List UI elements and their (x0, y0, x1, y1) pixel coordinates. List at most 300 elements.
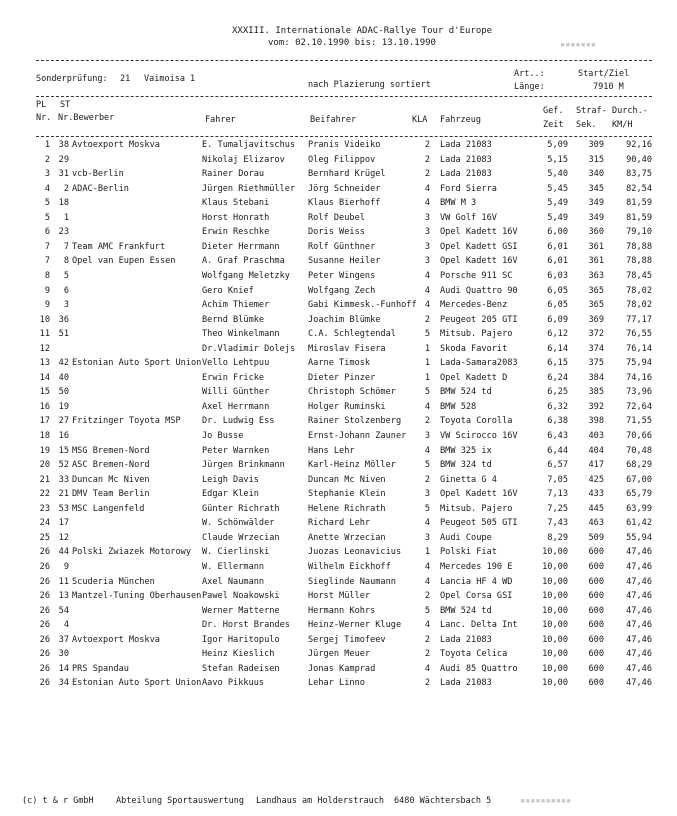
rank-cell: 26 (39, 634, 50, 645)
driver-cell: Bernd Blümke (202, 314, 265, 325)
driver-cell: Heinz Kieslich (202, 649, 275, 660)
penalty-cell: 372 (588, 329, 604, 340)
speed-cell: 77,17 (626, 314, 652, 325)
footer-address: Landhaus am Holderstrauch (256, 796, 384, 806)
codriver-cell: Anette Wrzecian (308, 532, 386, 543)
codriver-cell: Aarne Timosk (308, 358, 371, 369)
penalty-cell: 349 (588, 198, 604, 209)
driver-cell: Rainer Dorau (202, 169, 265, 180)
rank-cell: 26 (39, 547, 50, 558)
driver-cell: W. Cierlinski (202, 547, 270, 558)
time-cell: 10,00 (542, 547, 568, 558)
speed-cell: 81,59 (626, 198, 652, 209)
class-cell: 3 (424, 532, 430, 543)
col-nr: Nr. (36, 113, 52, 123)
driver-cell: A. Graf Praschma (202, 256, 285, 267)
start-number-cell: 17 (58, 518, 69, 529)
time-cell: 6,25 (547, 387, 568, 398)
class-cell: 3 (424, 241, 430, 252)
rank-cell: 26 (39, 678, 50, 689)
speed-cell: 70,48 (626, 445, 652, 456)
driver-cell: Horst Honrath (202, 212, 270, 223)
speed-cell: 78,02 (626, 285, 652, 296)
vehicle-cell: Toyota Celica (440, 649, 508, 660)
start-number-cell: 3 (63, 300, 69, 311)
penalty-cell: 365 (588, 285, 604, 296)
bleed-through-text: ▪▪▪▪▪▪▪ (560, 40, 596, 50)
table-row (0, 517, 677, 530)
class-cell: 3 (424, 489, 430, 500)
vehicle-cell: Lada 21083 (440, 154, 492, 165)
rank-cell: 26 (39, 605, 50, 616)
col-fahrer: Fahrer (205, 115, 236, 125)
codriver-cell: Karl-Heinz Möller (308, 460, 396, 471)
art-label: Art..: (514, 69, 545, 79)
table-row (0, 197, 677, 210)
rank-cell: 23 (39, 503, 50, 514)
start-number-cell: 34 (58, 678, 69, 689)
start-number-cell: 15 (58, 445, 69, 456)
rank-cell: 8 (44, 271, 50, 281)
start-number-cell: 36 (58, 314, 69, 325)
rally-title: XXXIII. Internationale ADAC-Rallye Tour d'Europe (232, 26, 493, 36)
entrant-cell: Estonian Auto Sport Union (72, 358, 202, 369)
rank-cell: 24 (39, 518, 50, 529)
start-number-cell: 37 (58, 634, 69, 645)
rank-cell: 15 (39, 387, 50, 398)
codriver-cell: Jonas Kamprad (308, 663, 376, 674)
time-cell: 6,05 (547, 300, 568, 311)
time-cell: 5,45 (547, 183, 568, 194)
codriver-cell: Rolf Günthner (308, 241, 376, 252)
codriver-cell: Horst Müller (308, 591, 371, 601)
codriver-cell: Ernst-Johann Zauner (308, 431, 407, 441)
time-cell: 10,00 (542, 562, 568, 572)
class-cell: 4 (424, 198, 430, 209)
speed-cell: 81,59 (626, 212, 652, 223)
start-number-cell: 51 (58, 329, 69, 340)
start-number-cell: 8 (63, 256, 69, 267)
header-divider (36, 136, 652, 137)
class-cell: 2 (424, 591, 430, 601)
start-number-cell: 6 (63, 285, 69, 296)
driver-cell: E. Tumaljavitschus (202, 140, 296, 150)
vehicle-cell: Lada 21083 (440, 140, 492, 150)
start-number-cell: 40 (58, 372, 69, 383)
rank-cell: 21 (39, 474, 50, 485)
driver-cell: W. Ellermann (202, 562, 265, 572)
class-cell: 4 (424, 300, 430, 311)
table-row (0, 459, 677, 472)
driver-cell: Pawel Noakowski (202, 591, 280, 601)
rank-cell: 9 (44, 300, 50, 311)
start-number-cell: 1 (63, 212, 69, 223)
driver-cell: Vello Lehtpuu (202, 358, 270, 369)
penalty-cell: 403 (588, 431, 604, 441)
codriver-cell: Helene Richrath (308, 503, 386, 514)
penalty-cell: 425 (588, 474, 604, 485)
start-number-cell: 2 (63, 183, 69, 194)
table-row (0, 590, 677, 603)
entrant-cell: Estonian Auto Sport Union (72, 678, 202, 689)
class-cell: 1 (424, 343, 430, 354)
time-cell: 6,43 (547, 431, 568, 441)
table-row (0, 546, 677, 559)
vehicle-cell: Audi 85 Quattro (440, 663, 518, 674)
codriver-cell: Richard Lehr (308, 518, 371, 529)
rank-cell: 4 (44, 183, 50, 194)
start-number-cell: 30 (58, 649, 69, 660)
col-durch: Durch.- (612, 106, 648, 116)
codriver-cell: Miroslav Fisera (308, 343, 386, 354)
entrant-cell: Team AMC Frankfurt (72, 241, 166, 252)
table-row (0, 605, 677, 618)
class-cell: 4 (424, 576, 430, 587)
start-number-cell: 18 (58, 198, 69, 209)
vehicle-cell: BMW 524 td (440, 387, 492, 398)
entrant-cell: Duncan Mc Niven (72, 474, 150, 485)
vehicle-cell: Polski Fiat (440, 547, 497, 558)
vehicle-cell: Opel Kadett 16V (440, 256, 518, 267)
rank-cell: 19 (39, 445, 50, 456)
speed-cell: 75,94 (626, 358, 652, 369)
class-cell: 2 (424, 649, 430, 660)
vehicle-cell: Peugeot 205 GTI (440, 314, 518, 325)
table-row (0, 474, 677, 487)
rank-cell: 2 (44, 154, 50, 165)
class-cell: 3 (424, 212, 430, 223)
time-cell: 6,32 (547, 401, 568, 412)
footer-department: Abteilung Sportauswertung (116, 796, 244, 806)
col-gef: Gef. (543, 106, 564, 116)
driver-cell: Klaus Stebani (202, 198, 270, 209)
rank-cell: 10 (39, 314, 50, 325)
entrant-cell: Polski Zwiazek Motorowy (72, 547, 191, 558)
penalty-cell: 600 (588, 634, 604, 645)
col-kmh: KM/H (612, 120, 633, 130)
speed-cell: 47,46 (626, 576, 652, 587)
time-cell: 6,12 (547, 329, 568, 340)
col-zeit: Zeit (543, 120, 564, 130)
table-row (0, 648, 677, 661)
driver-cell: Dieter Herrmann (202, 241, 280, 252)
start-number-cell: 5 (63, 271, 69, 281)
col-pl: PL (36, 100, 47, 110)
driver-cell: Dr. Horst Brandes (202, 620, 290, 631)
driver-cell: Erwin Reschke (202, 227, 270, 238)
rank-cell: 5 (44, 198, 50, 209)
laenge-label: Länge: (514, 82, 545, 92)
codriver-cell: Oleg Filippov (308, 154, 376, 165)
speed-cell: 47,46 (626, 547, 652, 558)
table-row (0, 677, 677, 690)
driver-cell: Theo Winkelmann (202, 329, 280, 340)
footer-bleed-through: ▪▪▪▪▪▪▪▪▪▪ (520, 796, 572, 806)
speed-cell: 47,46 (626, 605, 652, 616)
time-cell: 10,00 (542, 634, 568, 645)
vehicle-cell: Lancia HF 4 WD (440, 576, 513, 587)
table-row (0, 445, 677, 458)
rank-cell: 13 (39, 358, 50, 369)
speed-cell: 72,64 (626, 401, 652, 412)
time-cell: 10,00 (542, 620, 568, 631)
penalty-cell: 600 (588, 649, 604, 660)
entrant-cell: Fritzinger Toyota MSP (72, 416, 181, 427)
start-number-cell: 27 (58, 416, 69, 427)
class-cell: 1 (424, 358, 430, 369)
col-fahrzeug: Fahrzeug (440, 115, 481, 125)
table-row (0, 212, 677, 225)
codriver-cell: Jörg Schneider (308, 183, 381, 194)
codriver-cell: Susanne Heiler (308, 256, 381, 267)
driver-cell: Werner Matterne (202, 605, 280, 616)
penalty-cell: 384 (588, 372, 604, 383)
entrant-cell: MSC Langenfeld (72, 503, 145, 514)
start-number-cell: 53 (58, 503, 69, 514)
stage-name: Vaimoisa 1 (144, 74, 196, 84)
penalty-cell: 445 (588, 503, 604, 514)
penalty-cell: 600 (588, 620, 604, 631)
driver-cell: Nikolaj Elizarov (202, 154, 285, 165)
class-cell: 2 (424, 154, 430, 165)
codriver-cell: Hans Lehr (308, 445, 355, 456)
rank-cell: 1 (44, 140, 50, 150)
time-cell: 6,01 (547, 241, 568, 252)
driver-cell: Leigh Davis (202, 474, 259, 485)
stage-number: 21 (120, 74, 131, 84)
time-cell: 7,25 (547, 503, 568, 514)
entrant-cell: Avtoexport Moskva (72, 634, 160, 645)
class-cell: 4 (424, 562, 430, 572)
col-kla: KLA (412, 115, 428, 125)
vehicle-cell: Audi Coupe (440, 532, 492, 543)
speed-cell: 68,29 (626, 460, 652, 471)
time-cell: 10,00 (542, 605, 568, 616)
table-row (0, 328, 677, 341)
penalty-cell: 463 (588, 518, 604, 529)
codriver-cell: Duncan Mc Niven (308, 474, 386, 485)
laenge-value: 7910 M (593, 82, 624, 92)
start-number-cell: 14 (58, 663, 69, 674)
class-cell: 4 (424, 271, 430, 281)
speed-cell: 47,46 (626, 649, 652, 660)
penalty-cell: 392 (588, 401, 604, 412)
table-row (0, 255, 677, 268)
start-number-cell: 38 (58, 140, 69, 150)
vehicle-cell: Opel Corsa GSI (440, 591, 513, 601)
class-cell: 4 (424, 445, 430, 456)
time-cell: 5,40 (547, 169, 568, 180)
driver-cell: Axel Naumann (202, 576, 265, 587)
codriver-cell: Rolf Deubel (308, 212, 365, 223)
start-number-cell: 7 (63, 241, 69, 252)
penalty-cell: 600 (588, 591, 604, 601)
speed-cell: 70,66 (626, 431, 652, 441)
time-cell: 6,09 (547, 314, 568, 325)
codriver-cell: Wilhelm Eickhoff (308, 562, 391, 572)
codriver-cell: Dieter Pinzer (308, 372, 376, 383)
driver-cell: Edgar Klein (202, 489, 259, 500)
table-row (0, 226, 677, 239)
table-row (0, 561, 677, 574)
driver-cell: Claude Wrzecian (202, 532, 280, 543)
time-cell: 6,00 (547, 227, 568, 238)
vehicle-cell: Peugeot 505 GTI (440, 518, 518, 529)
rank-cell: 26 (39, 576, 50, 587)
table-row (0, 241, 677, 254)
vehicle-cell: Mitsub. Pajero (440, 503, 513, 514)
penalty-cell: 385 (588, 387, 604, 398)
time-cell: 7,13 (547, 489, 568, 500)
speed-cell: 67,00 (626, 474, 652, 485)
penalty-cell: 417 (588, 460, 604, 471)
speed-cell: 73,96 (626, 387, 652, 398)
vehicle-cell: Ginetta G 4 (440, 474, 497, 485)
time-cell: 7,05 (547, 474, 568, 485)
footer-copyright: (c) t & r GmbH (22, 796, 94, 806)
codriver-cell: Klaus Bierhoff (308, 198, 381, 209)
class-cell: 5 (424, 387, 430, 398)
codriver-cell: Juozas Leonavicius (308, 547, 402, 558)
codriver-cell: C.A. Schlegtendal (308, 329, 396, 340)
time-cell: 5,15 (547, 154, 568, 165)
class-cell: 1 (424, 372, 430, 383)
class-cell: 5 (424, 503, 430, 514)
penalty-cell: 375 (588, 358, 604, 369)
sort-note: nach Plazierung sortiert (308, 80, 431, 90)
driver-cell: Dr.Vladimir Dolejs (202, 343, 296, 354)
driver-cell: Jürgen Brinkmann (202, 460, 285, 471)
penalty-cell: 360 (588, 227, 604, 238)
codriver-cell: Heinz-Werner Kluge (308, 620, 402, 631)
penalty-cell: 600 (588, 663, 604, 674)
table-row (0, 372, 677, 385)
codriver-cell: Stephanie Klein (308, 489, 386, 500)
entrant-cell: ASC Bremen-Nord (72, 460, 150, 471)
speed-cell: 76,55 (626, 329, 652, 340)
time-cell: 10,00 (542, 591, 568, 601)
time-cell: 10,00 (542, 576, 568, 587)
rank-cell: 12 (39, 343, 50, 354)
table-row (0, 401, 677, 414)
table-row (0, 386, 677, 399)
penalty-cell: 363 (588, 271, 604, 281)
start-number-cell: 19 (58, 401, 69, 412)
driver-cell: Erwin Fricke (202, 372, 265, 383)
driver-cell: Igor Haritopulo (202, 634, 280, 645)
table-row (0, 154, 677, 167)
col-beifahrer: Beifahrer (310, 115, 357, 125)
rank-cell: 26 (39, 562, 50, 572)
driver-cell: Willi Günther (202, 387, 270, 398)
speed-cell: 55,94 (626, 532, 652, 543)
table-row (0, 270, 677, 283)
rank-cell: 20 (39, 460, 50, 471)
speed-cell: 83,75 (626, 169, 652, 180)
entrant-cell: DMV Team Berlin (72, 489, 150, 500)
codriver-cell: Peter Wingens (308, 271, 376, 281)
start-number-cell: 21 (58, 489, 69, 500)
rank-cell: 14 (39, 372, 50, 383)
rank-cell: 3 (44, 169, 50, 180)
class-cell: 4 (424, 285, 430, 296)
table-row (0, 576, 677, 589)
start-number-cell: 50 (58, 387, 69, 398)
vehicle-cell: VW Golf 16V (440, 212, 497, 223)
speed-cell: 47,46 (626, 591, 652, 601)
vehicle-cell: Lanc. Delta Int (440, 620, 518, 631)
vehicle-cell: Opel Kadett D (440, 372, 508, 383)
codriver-cell: Sieglinde Naumann (308, 576, 396, 587)
vehicle-cell: Opel Kadett 16V (440, 489, 518, 500)
driver-cell: Wolfgang Meletzky (202, 271, 290, 281)
speed-cell: 74,16 (626, 372, 652, 383)
speed-cell: 63,99 (626, 503, 652, 514)
table-row (0, 488, 677, 501)
codriver-cell: Joachim Blümke (308, 314, 381, 325)
time-cell: 5,09 (547, 140, 568, 150)
class-cell: 4 (424, 663, 430, 674)
class-cell: 2 (424, 678, 430, 689)
entrant-cell: Mantzel-Tuning Oberhausen (72, 591, 202, 601)
stage-divider (36, 96, 652, 97)
time-cell: 6,14 (547, 343, 568, 354)
start-number-cell: 42 (58, 358, 69, 369)
table-row (0, 415, 677, 428)
rank-cell: 7 (44, 241, 50, 252)
class-cell: 4 (424, 401, 430, 412)
time-cell: 6,24 (547, 372, 568, 383)
codriver-cell: Sergej Timofeev (308, 634, 386, 645)
speed-cell: 47,46 (626, 620, 652, 631)
start-number-cell: 12 (58, 532, 69, 543)
class-cell: 5 (424, 605, 430, 616)
vehicle-cell: Mercedes 190 E (440, 562, 513, 572)
speed-cell: 78,45 (626, 271, 652, 281)
driver-cell: Jürgen Riethmüller (202, 183, 296, 194)
start-number-cell: 29 (58, 154, 69, 165)
speed-cell: 78,88 (626, 256, 652, 267)
vehicle-cell: VW Scirocco 16V (440, 431, 518, 441)
entrant-cell: MSG Bremen-Nord (72, 445, 150, 456)
codriver-cell: Holger Ruminski (308, 401, 386, 412)
rank-cell: 9 (44, 285, 50, 296)
time-cell: 6,44 (547, 445, 568, 456)
stage-label: Sonderprüfung: (36, 74, 108, 84)
vehicle-cell: Toyota Corolla (440, 416, 513, 427)
penalty-cell: 600 (588, 576, 604, 587)
vehicle-cell: Mitsub. Pajero (440, 329, 513, 340)
time-cell: 10,00 (542, 678, 568, 689)
time-cell: 7,43 (547, 518, 568, 529)
entrant-cell: ADAC-Berlin (72, 183, 129, 194)
entrant-cell: PRS Spandau (72, 663, 129, 674)
start-number-cell: 52 (58, 460, 69, 471)
time-cell: 6,57 (547, 460, 568, 471)
class-cell: 2 (424, 169, 430, 180)
start-number-cell: 13 (58, 591, 69, 601)
class-cell: 1 (424, 547, 430, 558)
vehicle-cell: BMW 528 (440, 401, 477, 412)
speed-cell: 90,40 (626, 154, 652, 165)
codriver-cell: Hermann Kohrs (308, 605, 376, 616)
time-cell: 5,49 (547, 198, 568, 209)
start-number-cell: 23 (58, 227, 69, 238)
rank-cell: 6 (44, 227, 50, 238)
penalty-cell: 404 (588, 445, 604, 456)
speed-cell: 47,46 (626, 663, 652, 674)
penalty-cell: 600 (588, 605, 604, 616)
